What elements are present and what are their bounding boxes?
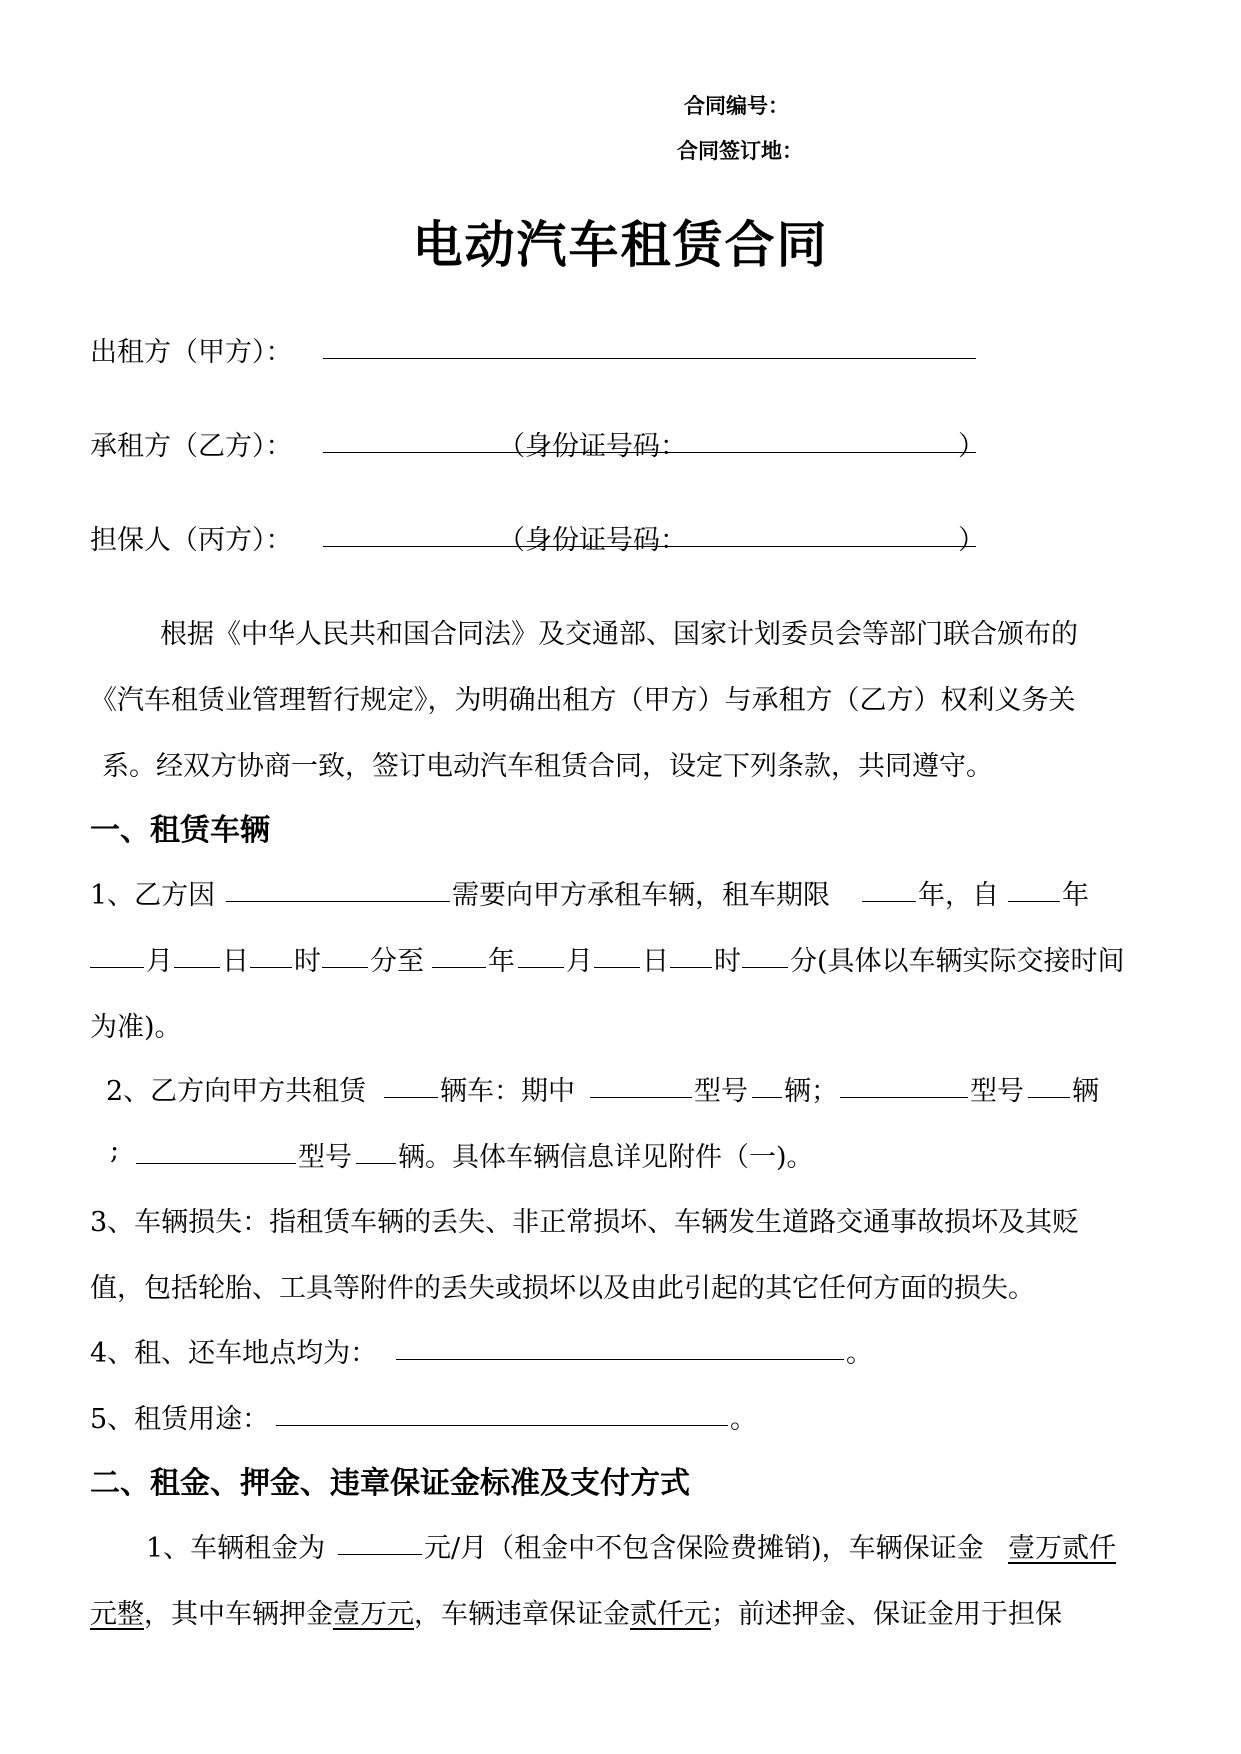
clause-1-1-text: 1、乙方因 (90, 880, 216, 911)
clause-1-1-text: 日 (222, 946, 249, 977)
deposit-total-amount-end: 元整 (90, 1599, 144, 1630)
end-minute-blank[interactable] (742, 967, 788, 968)
vehicle-deposit-amount: 壹万元 (333, 1599, 414, 1630)
end-hour-blank[interactable] (670, 967, 712, 968)
clause-1-4-end: 。 (846, 1338, 873, 1369)
clause-1-1-text: 为准)。 (90, 1012, 182, 1043)
guarantor-id-close: ） (958, 525, 985, 556)
lessor-label: 出租方（甲方）： (90, 337, 293, 368)
vehicle-count-blank[interactable] (384, 1097, 438, 1098)
clause-1-1-text: 需要向甲方承租车辆，租车期限 (452, 880, 830, 911)
clause-1-2-text: 2、乙方向甲方共租赁 (106, 1076, 367, 1107)
clause-1-3-line-1: 3、车辆损失：指租赁车辆的丢失、非正常损坏、车辆发生道路交通事故损坏及其贬 (90, 1207, 1080, 1238)
clause-1-1-text: 时 (714, 946, 741, 977)
start-hour-blank[interactable] (250, 967, 292, 968)
clause-1-2-text: ; (110, 1135, 120, 1166)
start-day-blank[interactable] (174, 967, 220, 968)
end-month-blank[interactable] (518, 967, 564, 968)
model-2-count-blank[interactable] (1028, 1097, 1070, 1098)
clause-1-5-label: 5、租赁用途： (90, 1404, 270, 1435)
end-day-blank[interactable] (594, 967, 640, 968)
clause-1-2-text: 辆。具体车辆信息详见附件（一)。 (398, 1142, 814, 1173)
clause-1-2-text: 型号 (694, 1076, 748, 1107)
start-month-blank[interactable] (90, 967, 144, 968)
clause-1-4-label: 4、租、还车地点均为： (90, 1338, 378, 1369)
clause-2-1-text: ，其中车辆押金 (144, 1599, 333, 1630)
clause-1-1-text: 日 (642, 946, 669, 977)
clause-1-1-text: 年 (488, 946, 515, 977)
guarantor-id-label: （身份证号码： (498, 525, 687, 556)
clause-1-1-text: 分至 (370, 946, 424, 977)
lessor-fill-line[interactable] (323, 358, 976, 359)
contract-number-label: 合同编号： (684, 94, 789, 118)
model-1-count-blank[interactable] (752, 1097, 782, 1098)
clause-1-3-line-2: 值，包括轮胎、工具等附件的丢失或损坏以及由此引起的其它任何方面的损失。 (90, 1273, 1035, 1304)
lessee-id-label: （身份证号码： (498, 431, 687, 462)
purpose-blank[interactable] (226, 901, 450, 902)
clause-1-1-text: 年 (1062, 880, 1089, 911)
document-title: 电动汽车租赁合同 (412, 216, 829, 274)
clause-1-1-text: 分(具体以车辆实际交接时间 (790, 946, 1125, 977)
pickup-location-blank[interactable] (396, 1359, 844, 1360)
clause-1-5-end: 。 (730, 1404, 757, 1435)
model-3-blank[interactable] (136, 1163, 296, 1164)
clause-1-2-text: 辆 (1072, 1076, 1099, 1107)
start-minute-blank[interactable] (322, 967, 368, 968)
rental-use-blank[interactable] (276, 1425, 728, 1426)
clause-2-1-text: ；前述押金、保证金用于担保 (711, 1599, 1062, 1630)
clause-1-1-text: 月 (146, 946, 173, 977)
clause-2-1-text: 1、车辆租金为 (146, 1533, 326, 1564)
model-3-count-blank[interactable] (356, 1163, 396, 1164)
clause-1-1-text: 时 (294, 946, 321, 977)
clause-1-2-text: 型号 (298, 1142, 352, 1173)
clause-1-2-text: 辆车：期中 (440, 1076, 575, 1107)
lessee-id-close: ） (958, 431, 985, 462)
clause-1-2-text: 型号 (970, 1076, 1024, 1107)
start-year-blank[interactable] (1008, 901, 1060, 902)
clause-2-1-line-2 (90, 1592, 1062, 1631)
model-2-blank[interactable] (840, 1097, 968, 1098)
clause-1-1-text: 月 (566, 946, 593, 977)
lessee-label: 承租方（乙方）： (90, 431, 293, 462)
model-1-blank[interactable] (590, 1097, 692, 1098)
section-2-heading: 二、租金、押金、违章保证金标准及支付方式 (90, 1466, 690, 1501)
preamble-line-1: 根据《中华人民共和国合同法》及交通部、国家计划委员会等部门联合颁布的 (160, 619, 1078, 650)
term-years-blank[interactable] (862, 901, 916, 902)
clause-2-1-text: 元/月（租金中不包含保险费摊销)，车辆保证金 (424, 1533, 984, 1564)
guarantor-label: 担保人（丙方）： (90, 525, 293, 556)
clause-1-1-text: 年，自 (918, 880, 999, 911)
preamble-line-3: 系。经双方协商一致，签订电动汽车租赁合同，设定下列条款，共同遵守。 (102, 751, 993, 782)
deposit-total-amount: 壹万贰仟 (1008, 1533, 1116, 1564)
clause-2-1-text: ，车辆违章保证金 (414, 1599, 630, 1630)
clause-1-2-text: 辆； (784, 1076, 838, 1107)
section-1-heading: 一、租赁车辆 (90, 813, 270, 848)
sign-place-label: 合同签订地： (677, 139, 803, 163)
violation-deposit-amount: 贰仟元 (630, 1599, 711, 1630)
end-year-blank[interactable] (432, 967, 486, 968)
preamble-line-2: 《汽车租赁业管理暂行规定》，为明确出租方（甲方）与承租方（乙方）权利义务关 (90, 685, 1076, 716)
monthly-rent-blank[interactable] (338, 1554, 422, 1555)
